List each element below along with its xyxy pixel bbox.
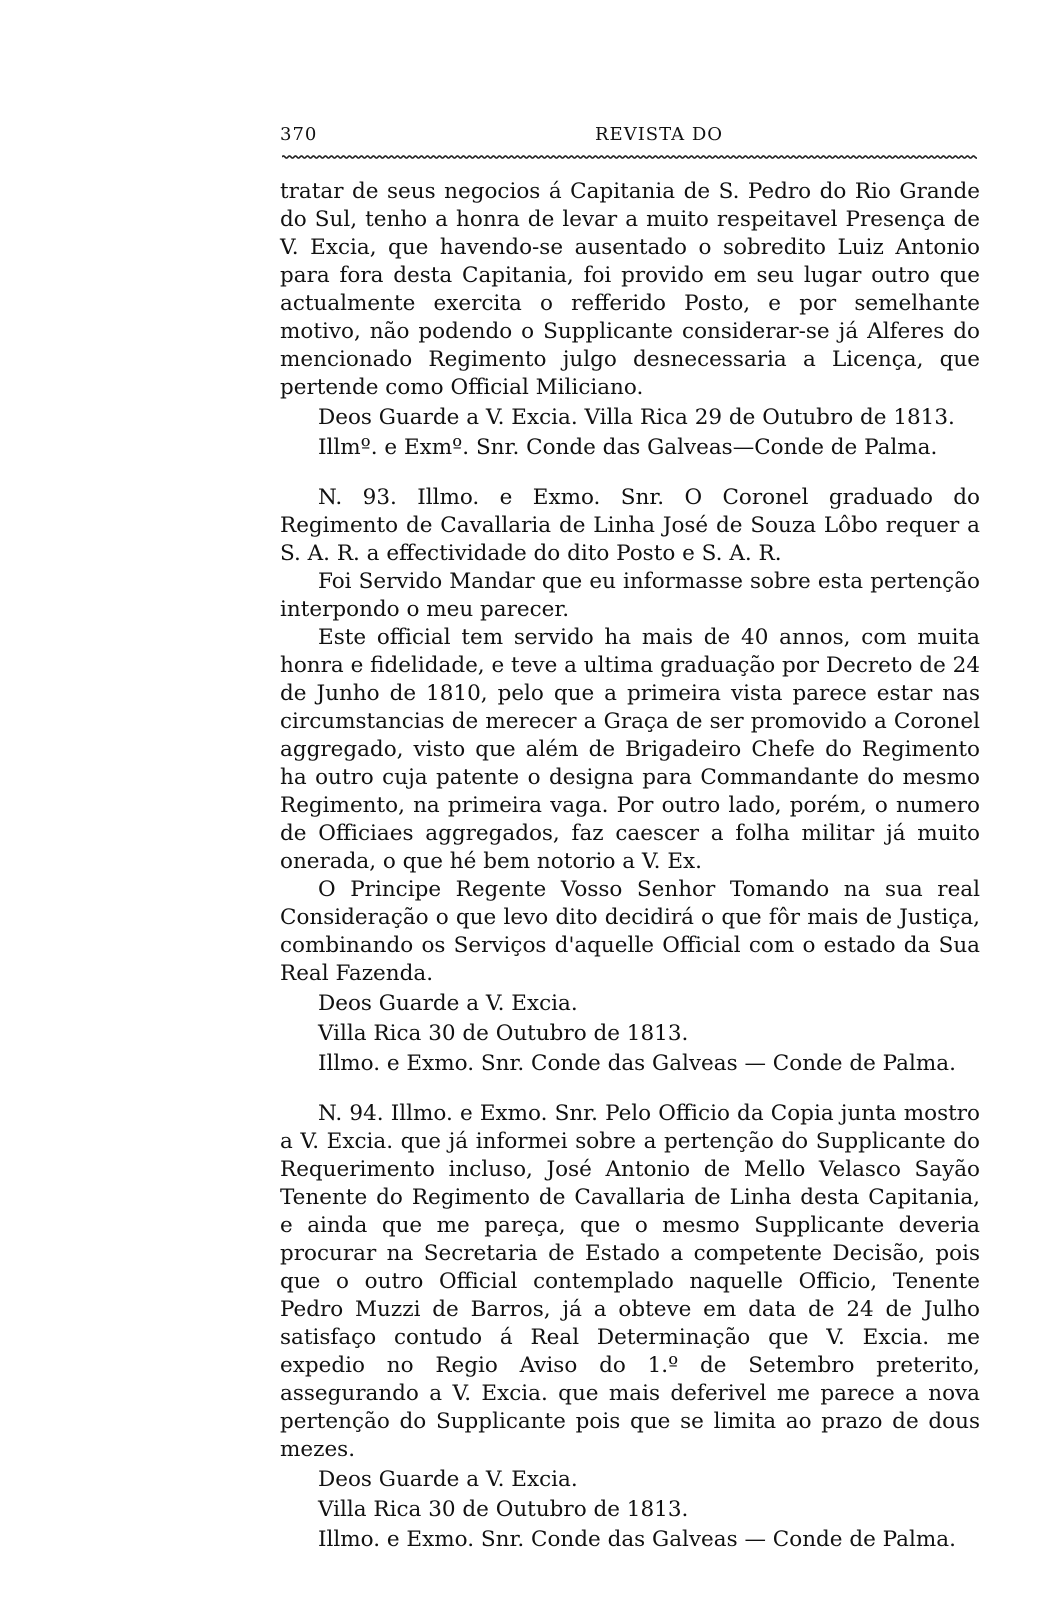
running-head [280, 120, 980, 148]
letter-2-dateline: Villa Rica 30 de Outubro de 1813. [318, 1021, 689, 1046]
letter-1-signoff: Illmº. e Exmº. Snr. Conde das Galveas—Conde de Palma. [318, 435, 938, 460]
letter-3-paragraph-1: N. 94. Illmo. e Exmo. Snr. Pelo Officio da Copia junta mostro a V. Excia. que já informei sobre a pertenção do Supplicante do Requerimento incluso, José Antonio de Mello Velasco Sayão Tenente do Regimento de Cavallaria de Linha desta Capitania, e ainda que me pareça, que o mesmo Supplicante deveria procurar na Secretaria de Estado a competente Decisão, pois que o outro Official contemplado naquelle Officio, Tenente Pedro Muzzi de Barros, já a obteve em data de 24 de Julho satisfaço contudo á Real Determinação que V. Excia. me expedio no Regio Aviso do 1.º de Setembro preterito, assegurando a V. Excia. que mais deferivel me parece a nova pertenção do Supplicante pois que se limita ao prazo de dous mezes. [280, 1101, 980, 1462]
letter-1-closing: Deos Guarde a V. Excia. Villa Rica 29 de Outubro de 1813. [318, 405, 955, 430]
letter-2-paragraph-4: O Principe Regente Vosso Senhor Tomando na sua real Consideração o que levo dito decidirá o que fôr mais de Justiça, combinando os Serviços d'aquelle Official com o estado da Sua Real Fazenda. [280, 877, 980, 986]
page-number: 370 [280, 124, 318, 145]
letter-3-closing: Deos Guarde a V. Excia. [318, 1467, 578, 1492]
journal-title: REVISTA DO [595, 124, 724, 145]
letter-2-paragraph-3: Este official tem servido ha mais de 40 annos, com muita honra e fidelidade, e teve a ultima graduação por Decreto de 24 de Junho de 1810, pelo que a primeira vista parece estar nas circumstancias de merecer a Graça de ser promovido a Coronel aggregado, visto que além de Brigadeiro Chefe do Regimento ha outro cuja patente o designa para Commandante do mesmo Regimento, na primeira vaga. Por outro lado, porém, o numero de Officiaes aggregados, faz caescer a folha militar já muito onerada, o que hé bem notorio a V. Ex. [280, 625, 980, 874]
letter-1-paragraph-1: tratar de seus negocios á Capitania de S. Pedro do Rio Grande do Sul, tenho a honra de levar a muito respeitavel Presença de V. Excia, que havendo-se ausentado o sobredito Luiz Antonio para fora desta Capitania, foi provido em seu lugar outro que actualmente exercita o refferido Posto, e por semelhante motivo, não podendo o Supplicante considerar-se já Alferes do mencionado Regimento julgo desnecessaria a Licença, que pertende como Official Miliciano. [280, 179, 980, 400]
letter-2-paragraph-1: N. 93. Illmo. e Exmo. Snr. O Coronel graduado do Regimento de Cavallaria de Linha José de Souza Lôbo requer a S. A. R. a effectividade do dito Posto e S. A. R. [280, 485, 980, 566]
letter-3-dateline: Villa Rica 30 de Outubro de 1813. [318, 1497, 689, 1522]
wavy-rule-divider [282, 152, 977, 162]
letter-2-signoff: Illmo. e Exmo. Snr. Conde das Galveas — Conde de Palma. [318, 1051, 956, 1076]
letter-3-signoff: Illmo. e Exmo. Snr. Conde das Galveas — Conde de Palma. [318, 1527, 956, 1552]
letter-2-paragraph-2: Foi Servido Mandar que eu informasse sobre esta pertenção interpondo o meu parecer. [280, 569, 980, 622]
letter-2-closing: Deos Guarde a V. Excia. [318, 991, 578, 1016]
body-text [280, 178, 980, 1554]
